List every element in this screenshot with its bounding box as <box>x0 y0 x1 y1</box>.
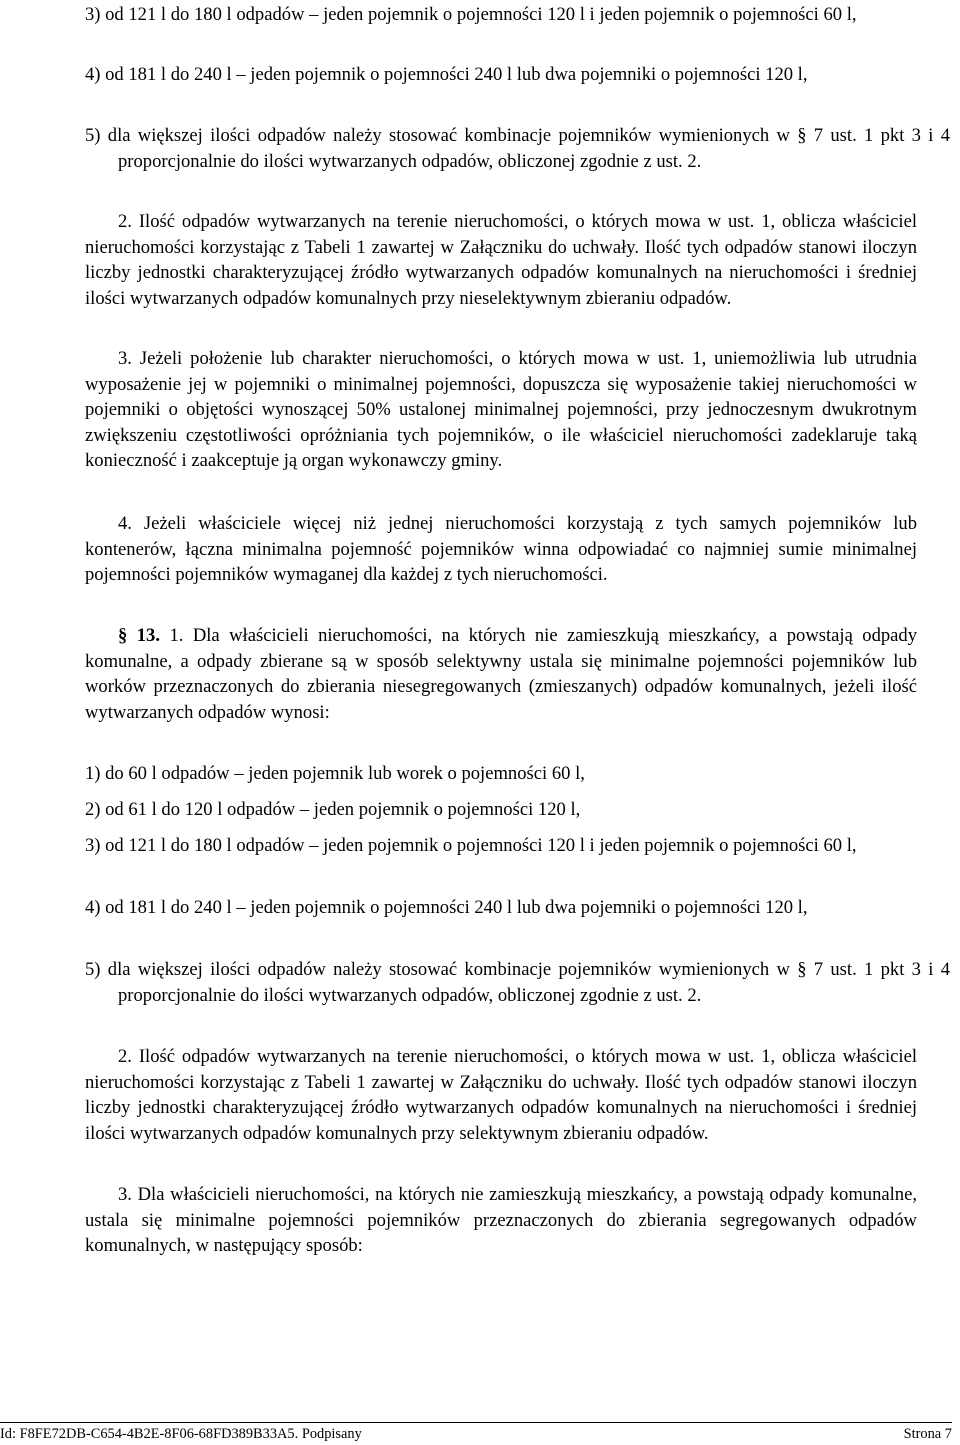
paragraph: 3. Dla właścicieli nieruchomości, na których nie zamieszkują mieszkańcy, a powstają odpady komunalne, ustala się minimalne pojemności pojemników przeznaczonych do zbierania segregowanych odpadów komunalnych, w następujący sposób: <box>85 1184 917 1257</box>
paragraph: 2. Ilość odpadów wytwarzanych na terenie nieruchomości, o których mowa w ust. 1, oblicza właściciel nieruchomości korzystając z Tabeli 1 zawartej w Załączniku do uchwały. Ilość tych odpadów stanowi iloczyn liczby jednostki charakteryzującej źródło wytwarzanych odpadów komunalnych na nieruchomości i średniej ilości wytwarzanych odpadów komunalnych przy selektywnym zbieraniu odpadów. <box>85 1046 917 1144</box>
document-id: Id: F8FE72DB-C654-4B2E-8F06-68FD389B33A5. Podpisany <box>0 1426 362 1442</box>
list-item: 2) od 61 l do 120 l odpadów – jeden pojemnik o pojemności 120 l, <box>85 799 581 820</box>
paragraph: 4. Jeżeli właściciele więcej niż jednej nieruchomości korzystają z tych samych pojemników lub kontenerów, łączna minimalna pojemność pojemników winna odpowiadać co najmniej sumie minimalnej pojemności pojemników wymaganej dla każdej z tych nieruchomości. <box>85 513 917 586</box>
section-13-paragraph <box>85 623 917 725</box>
list-item: 5) dla większej ilości odpadów należy stosować kombinacje pojemników wymienionych w § 7 ust. 1 pkt 3 i 4 proporcjonalnie do ilości wytwarzanych odpadów, obliczonej zgodnie z ust. 2. <box>85 125 950 172</box>
list-item: 3) od 121 l do 180 l odpadów – jeden pojemnik o pojemności 120 l i jeden pojemnik o pojemności 60 l, <box>85 835 857 856</box>
list-item: 4) od 181 l do 240 l – jeden pojemnik o pojemności 240 l lub dwa pojemniki o pojemności 120 l, <box>85 64 808 85</box>
paragraph: 2. Ilość odpadów wytwarzanych na terenie nieruchomości, o których mowa w ust. 1, oblicza właściciel nieruchomości korzystając z Tabeli 1 zawartej w Załączniku do uchwały. Ilość tych odpadów stanowi iloczyn liczby jednostki charakteryzującej źródło wytwarzanych odpadów komunalnych na nieruchomości i średniej ilości wytwarzanych odpadów komunalnych przy nieselektywnym zbieraniu odpadów. <box>85 211 917 309</box>
paragraph: 3. Jeżeli położenie lub charakter nieruchomości, o których mowa w ust. 1, uniemożliwia lub utrudnia wyposażenie jej w pojemniki o minimalnej pojemności, dopuszcza się wyposażenie takiej nieruchomości w pojemniki o objętości wynoszącej 50% ustalonej minimalnej pojemności, przy jednoczesnym dwukrotnym zwiększeniu częstotliwości opróżniania tych pojemników, o ile właściciel nieruchomości zadeklaruje taką konieczność i zaakceptuje ją organ wykonawczy gminy. <box>85 348 917 472</box>
page-footer <box>0 1422 952 1445</box>
section-number: § 13. <box>118 625 160 646</box>
section-text: 1. Dla właścicieli nieruchomości, na których nie zamieszkują mieszkańcy, a powstają odpady komunalne, a odpady zbierane są w sposób selektywny ustala się minimalne pojemności pojemników lub worków przeznaczonych do zbierania niesegregowanych (zmieszanych) odpadów komunalnych, jeżeli ilość wytwarzanych odpadów wynosi: <box>85 625 918 723</box>
list-item: 1) do 60 l odpadów – jeden pojemnik lub worek o pojemności 60 l, <box>85 763 585 784</box>
list-item: 4) od 181 l do 240 l – jeden pojemnik o pojemności 240 l lub dwa pojemniki o pojemności 120 l, <box>85 897 808 918</box>
list-item: 3) od 121 l do 180 l odpadów – jeden pojemnik o pojemności 120 l i jeden pojemnik o pojemności 60 l, <box>85 4 857 25</box>
list-item: 5) dla większej ilości odpadów należy stosować kombinacje pojemników wymienionych w § 7 ust. 1 pkt 3 i 4 proporcjonalnie do ilości wytwarzanych odpadów, obliczonej zgodnie z ust. 2. <box>85 959 950 1006</box>
page-number: Strona 7 <box>903 1426 952 1442</box>
